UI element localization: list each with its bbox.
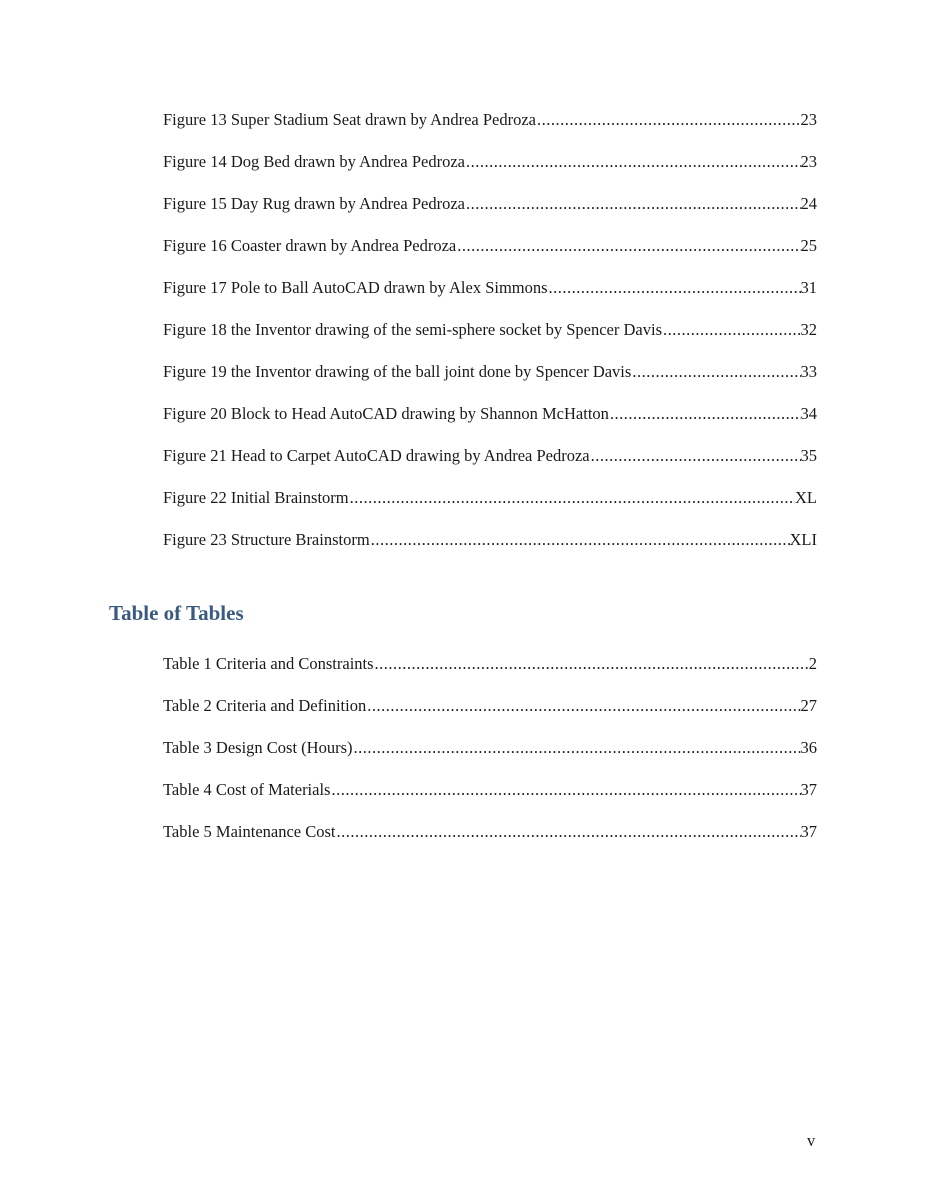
entry-title: Figure 17 Pole to Ball AutoCAD drawn by Alex Simmons (163, 278, 548, 297)
toc-entry-figure-15[interactable] (163, 190, 817, 232)
dot-leader (456, 232, 800, 260)
dot-leader (370, 526, 790, 554)
dot-leader (590, 442, 801, 470)
entry-title: Figure 20 Block to Head AutoCAD drawing by Shannon McHatton (163, 404, 609, 423)
entry-page-number: 37 (800, 780, 817, 799)
entry-title: Table 1 Criteria and Constraints (163, 654, 374, 673)
entry-title: Table 2 Criteria and Definition (163, 696, 367, 715)
toc-entry-table-3[interactable] (163, 734, 817, 776)
page-number: v (807, 1131, 816, 1150)
entry-page-number: 2 (808, 654, 817, 673)
dot-leader (330, 776, 800, 804)
entry-title: Table 3 Design Cost (Hours) (163, 738, 353, 757)
entry-title: Table 5 Maintenance Cost (163, 822, 336, 841)
entry-title: Figure 23 Structure Brainstorm (163, 530, 370, 549)
table-of-figures-list (163, 106, 817, 568)
entry-title: Figure 21 Head to Carpet AutoCAD drawing by Andrea Pedroza (163, 446, 590, 465)
entry-page-number: 27 (800, 696, 817, 715)
toc-entry-figure-20[interactable] (163, 400, 817, 442)
dot-leader (374, 650, 809, 678)
dot-leader (465, 148, 801, 176)
entry-title: Figure 19 the Inventor drawing of the ball joint done by Spencer Davis (163, 362, 632, 381)
dot-leader (352, 734, 800, 762)
entry-page-number: 33 (800, 362, 817, 381)
table-of-tables-list (163, 650, 817, 860)
entry-title: Figure 18 the Inventor drawing of the semi-sphere socket by Spencer Davis (163, 320, 662, 339)
toc-entry-figure-17[interactable] (163, 274, 817, 316)
toc-entry-table-4[interactable] (163, 776, 817, 818)
toc-entry-table-2[interactable] (163, 692, 817, 734)
toc-entry-figure-19[interactable] (163, 358, 817, 400)
dot-leader (662, 316, 801, 344)
entry-title: Figure 22 Initial Brainstorm (163, 488, 349, 507)
toc-entry-table-1[interactable] (163, 650, 817, 692)
dot-leader (548, 274, 801, 302)
entry-page-number: 24 (800, 194, 817, 213)
toc-entry-figure-16[interactable] (163, 232, 817, 274)
entry-page-number: 34 (800, 404, 817, 423)
toc-entry-figure-22[interactable] (163, 484, 817, 526)
entry-page-number: 37 (800, 822, 817, 841)
dot-leader (465, 190, 801, 218)
entry-page-number: 31 (800, 278, 817, 297)
entry-page-number: XLI (789, 530, 817, 549)
entry-title: Figure 13 Super Stadium Seat drawn by Andrea Pedroza (163, 110, 537, 129)
dot-leader (366, 692, 800, 720)
entry-page-number: 36 (800, 738, 817, 757)
dot-leader (536, 106, 800, 134)
dot-leader (609, 400, 801, 428)
dot-leader (336, 818, 801, 846)
entry-page-number: 32 (800, 320, 817, 339)
entry-page-number: 25 (800, 236, 817, 255)
toc-entry-figure-13[interactable] (163, 106, 817, 148)
table-of-tables-heading: Table of Tables (109, 601, 244, 625)
entry-title: Figure 16 Coaster drawn by Andrea Pedroza (163, 236, 457, 255)
dot-leader (631, 358, 800, 386)
entry-title: Table 4 Cost of Materials (163, 780, 331, 799)
entry-page-number: 23 (800, 110, 817, 129)
entry-title: Figure 14 Dog Bed drawn by Andrea Pedroza (163, 152, 465, 171)
dot-leader (349, 484, 795, 512)
toc-entry-figure-23[interactable] (163, 526, 817, 568)
entry-page-number: 35 (800, 446, 817, 465)
toc-entry-figure-18[interactable] (163, 316, 817, 358)
toc-entry-table-5[interactable] (163, 818, 817, 860)
entry-page-number: 23 (800, 152, 817, 171)
toc-entry-figure-21[interactable] (163, 442, 817, 484)
entry-title: Figure 15 Day Rug drawn by Andrea Pedroza (163, 194, 465, 213)
entry-page-number: XL (795, 488, 817, 507)
toc-entry-figure-14[interactable] (163, 148, 817, 190)
